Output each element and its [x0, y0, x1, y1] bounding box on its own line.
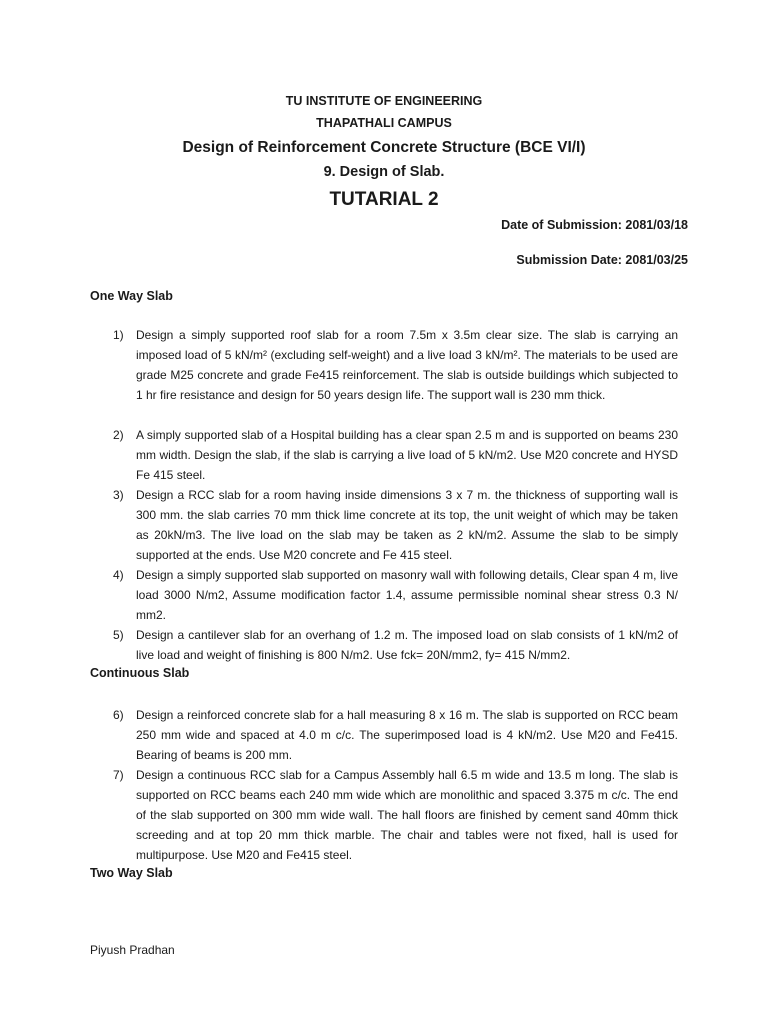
question-number: 3) [113, 488, 124, 502]
question-item [113, 765, 678, 865]
institute-name: TU INSTITUTE OF ENGINEERING [285, 94, 483, 108]
question-number: 4) [113, 568, 124, 582]
question-text: Design a simply supported roof slab for a room 7.5m x 3.5m clear size. The slab is carrying an imposed load of 5 kN/m² (excluding self-weight) and a live load 3 kN/m². The materials to be used are grade M25 concrete and grade Fe415 reinforcement. The slab is outside buildings which subjected to 1 hr fire resistance and design for 50 years design life. The support wall is 230 mm thick. [136, 328, 678, 402]
question-item [113, 325, 678, 405]
question-item [113, 425, 678, 485]
question-text: Design a simply supported slab supported on masonry wall with following details, Clear span 4 m, live load 3000 N/m2, Assume modification factor 1.4, assume permissible nominal shear stress 0.3 N/ mm2. [136, 568, 678, 622]
chapter-title: 9. Design of Slab. [323, 164, 445, 180]
section-heading-continuous-slab: Continuous Slab [90, 666, 190, 680]
question-text: Design a RCC slab for a room having inside dimensions 3 x 7 m. the thickness of supporting wall is 300 mm. the slab carries 70 mm thick lime concrete at its top, the unit weight of which may be taken as 20kN/m3. The live load on the slab may be taken as 2 kN/m2. Assume the slab to be simply supported at the ends. Use M20 concrete and Fe 415 steel. [136, 488, 678, 562]
question-number: 5) [113, 628, 124, 642]
section-heading-two-way-slab: Two Way Slab [90, 866, 173, 880]
course-title: Design of Reinforcement Concrete Structure (BCE VI/I) [182, 139, 586, 156]
tutorial-title: TUTARIAL 2 [329, 189, 439, 210]
question-number: 7) [113, 768, 124, 782]
campus-name: THAPATHALI CAMPUS [316, 116, 452, 130]
submission-date: Submission Date: 2081/03/25 [516, 253, 688, 267]
question-text: A simply supported slab of a Hospital building has a clear span 2.5 m and is supported on beams 230 mm width. Design the slab, if the slab is carrying a live load of 5 kN/m2. Use M20 concrete and HYSD Fe 415 steel. [136, 428, 678, 482]
date-of-submission: Date of Submission: 2081/03/18 [501, 218, 688, 232]
question-item [113, 625, 678, 665]
question-number: 2) [113, 428, 124, 442]
question-number: 1) [113, 328, 124, 342]
footer-author: Piyush Pradhan [90, 943, 175, 957]
question-number: 6) [113, 708, 124, 722]
question-text: Design a cantilever slab for an overhang of 1.2 m. The imposed load on slab consists of 1 kN/m2 of live load and weight of finishing is 800 N/m2. Use fck= 20N/mm2, fy= 415 N/mm2. [136, 628, 678, 662]
question-item [113, 485, 678, 565]
question-item [113, 705, 678, 765]
question-item [113, 565, 678, 625]
question-text: Design a reinforced concrete slab for a hall measuring 8 x 16 m. The slab is supported on RCC beam 250 mm wide and spaced at 4.0 m c/c. The superimposed load is 4 kN/m2. Use M20 and Fe415. Bearing of beams is 200 mm. [136, 708, 678, 762]
section-heading-one-way-slab: One Way Slab [90, 289, 173, 303]
question-text: Design a continuous RCC slab for a Campus Assembly hall 6.5 m wide and 13.5 m long. The slab is supported on RCC beams each 240 mm wide which are monolithic and spaced 3.375 m c/c. The end of the slab supported on 300 mm wide wall. The hall floors are finished by cement sand 40mm thick screeding and at top 20 mm thick marble. The chair and tables were not fixed, hall is used for multipurpose. Use M20 and Fe415 steel. [136, 768, 678, 862]
